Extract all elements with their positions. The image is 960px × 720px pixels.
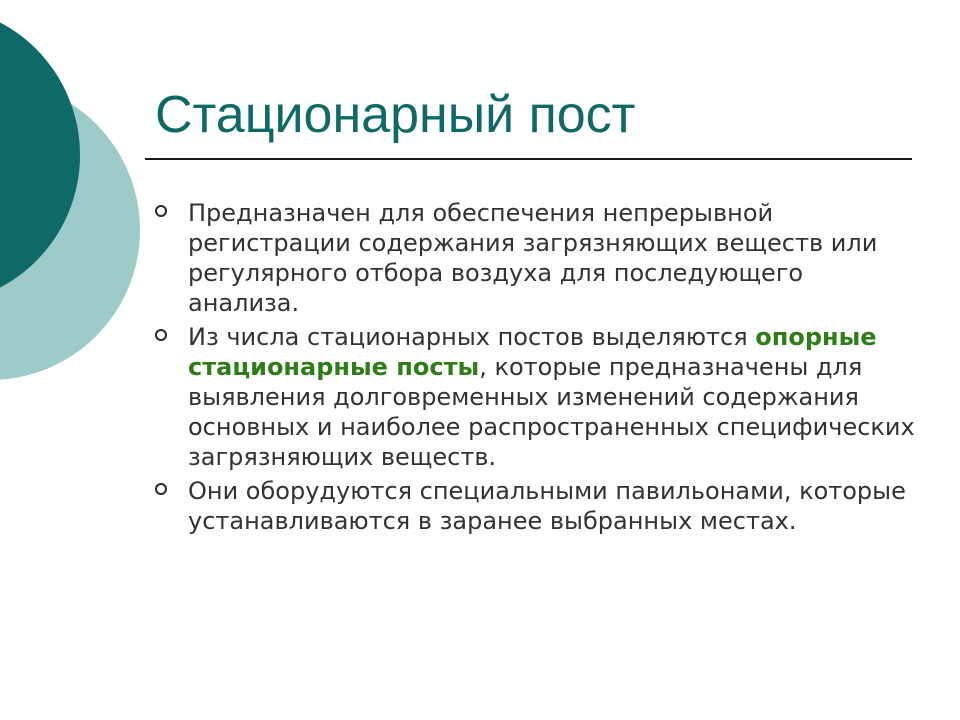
bullet-text-before: Из числа стационарных постов выделяются bbox=[188, 323, 756, 351]
bullet-text-after: , которые предназначены для выявления долговременных изменений содержания основных и наиболее распространенных специфических загрязняющих веществ. bbox=[188, 353, 915, 471]
bullet-text: Предназначен для обеспечения непрерывной регистрации содержания загрязняющих веществ или регулярного отбора воздуха для последующего анализа. bbox=[188, 199, 878, 317]
bullet-circle-icon bbox=[155, 205, 167, 217]
title-underline bbox=[145, 158, 912, 160]
bullet-item-reference-posts bbox=[155, 322, 915, 472]
bullet-circle-icon bbox=[155, 329, 167, 341]
bullet-circle-icon bbox=[155, 483, 167, 495]
highlighted-term: опорные стационарные посты bbox=[188, 323, 877, 381]
bullet-list bbox=[155, 198, 915, 540]
bullet-item-purpose bbox=[155, 198, 915, 318]
bullet-text: Они оборудуются специальными павильонами, которые устанавливаются в заранее выбранных местах. bbox=[188, 477, 906, 535]
bullet-item-pavilions bbox=[155, 476, 915, 536]
slide-title: Стационарный пост bbox=[155, 86, 636, 144]
